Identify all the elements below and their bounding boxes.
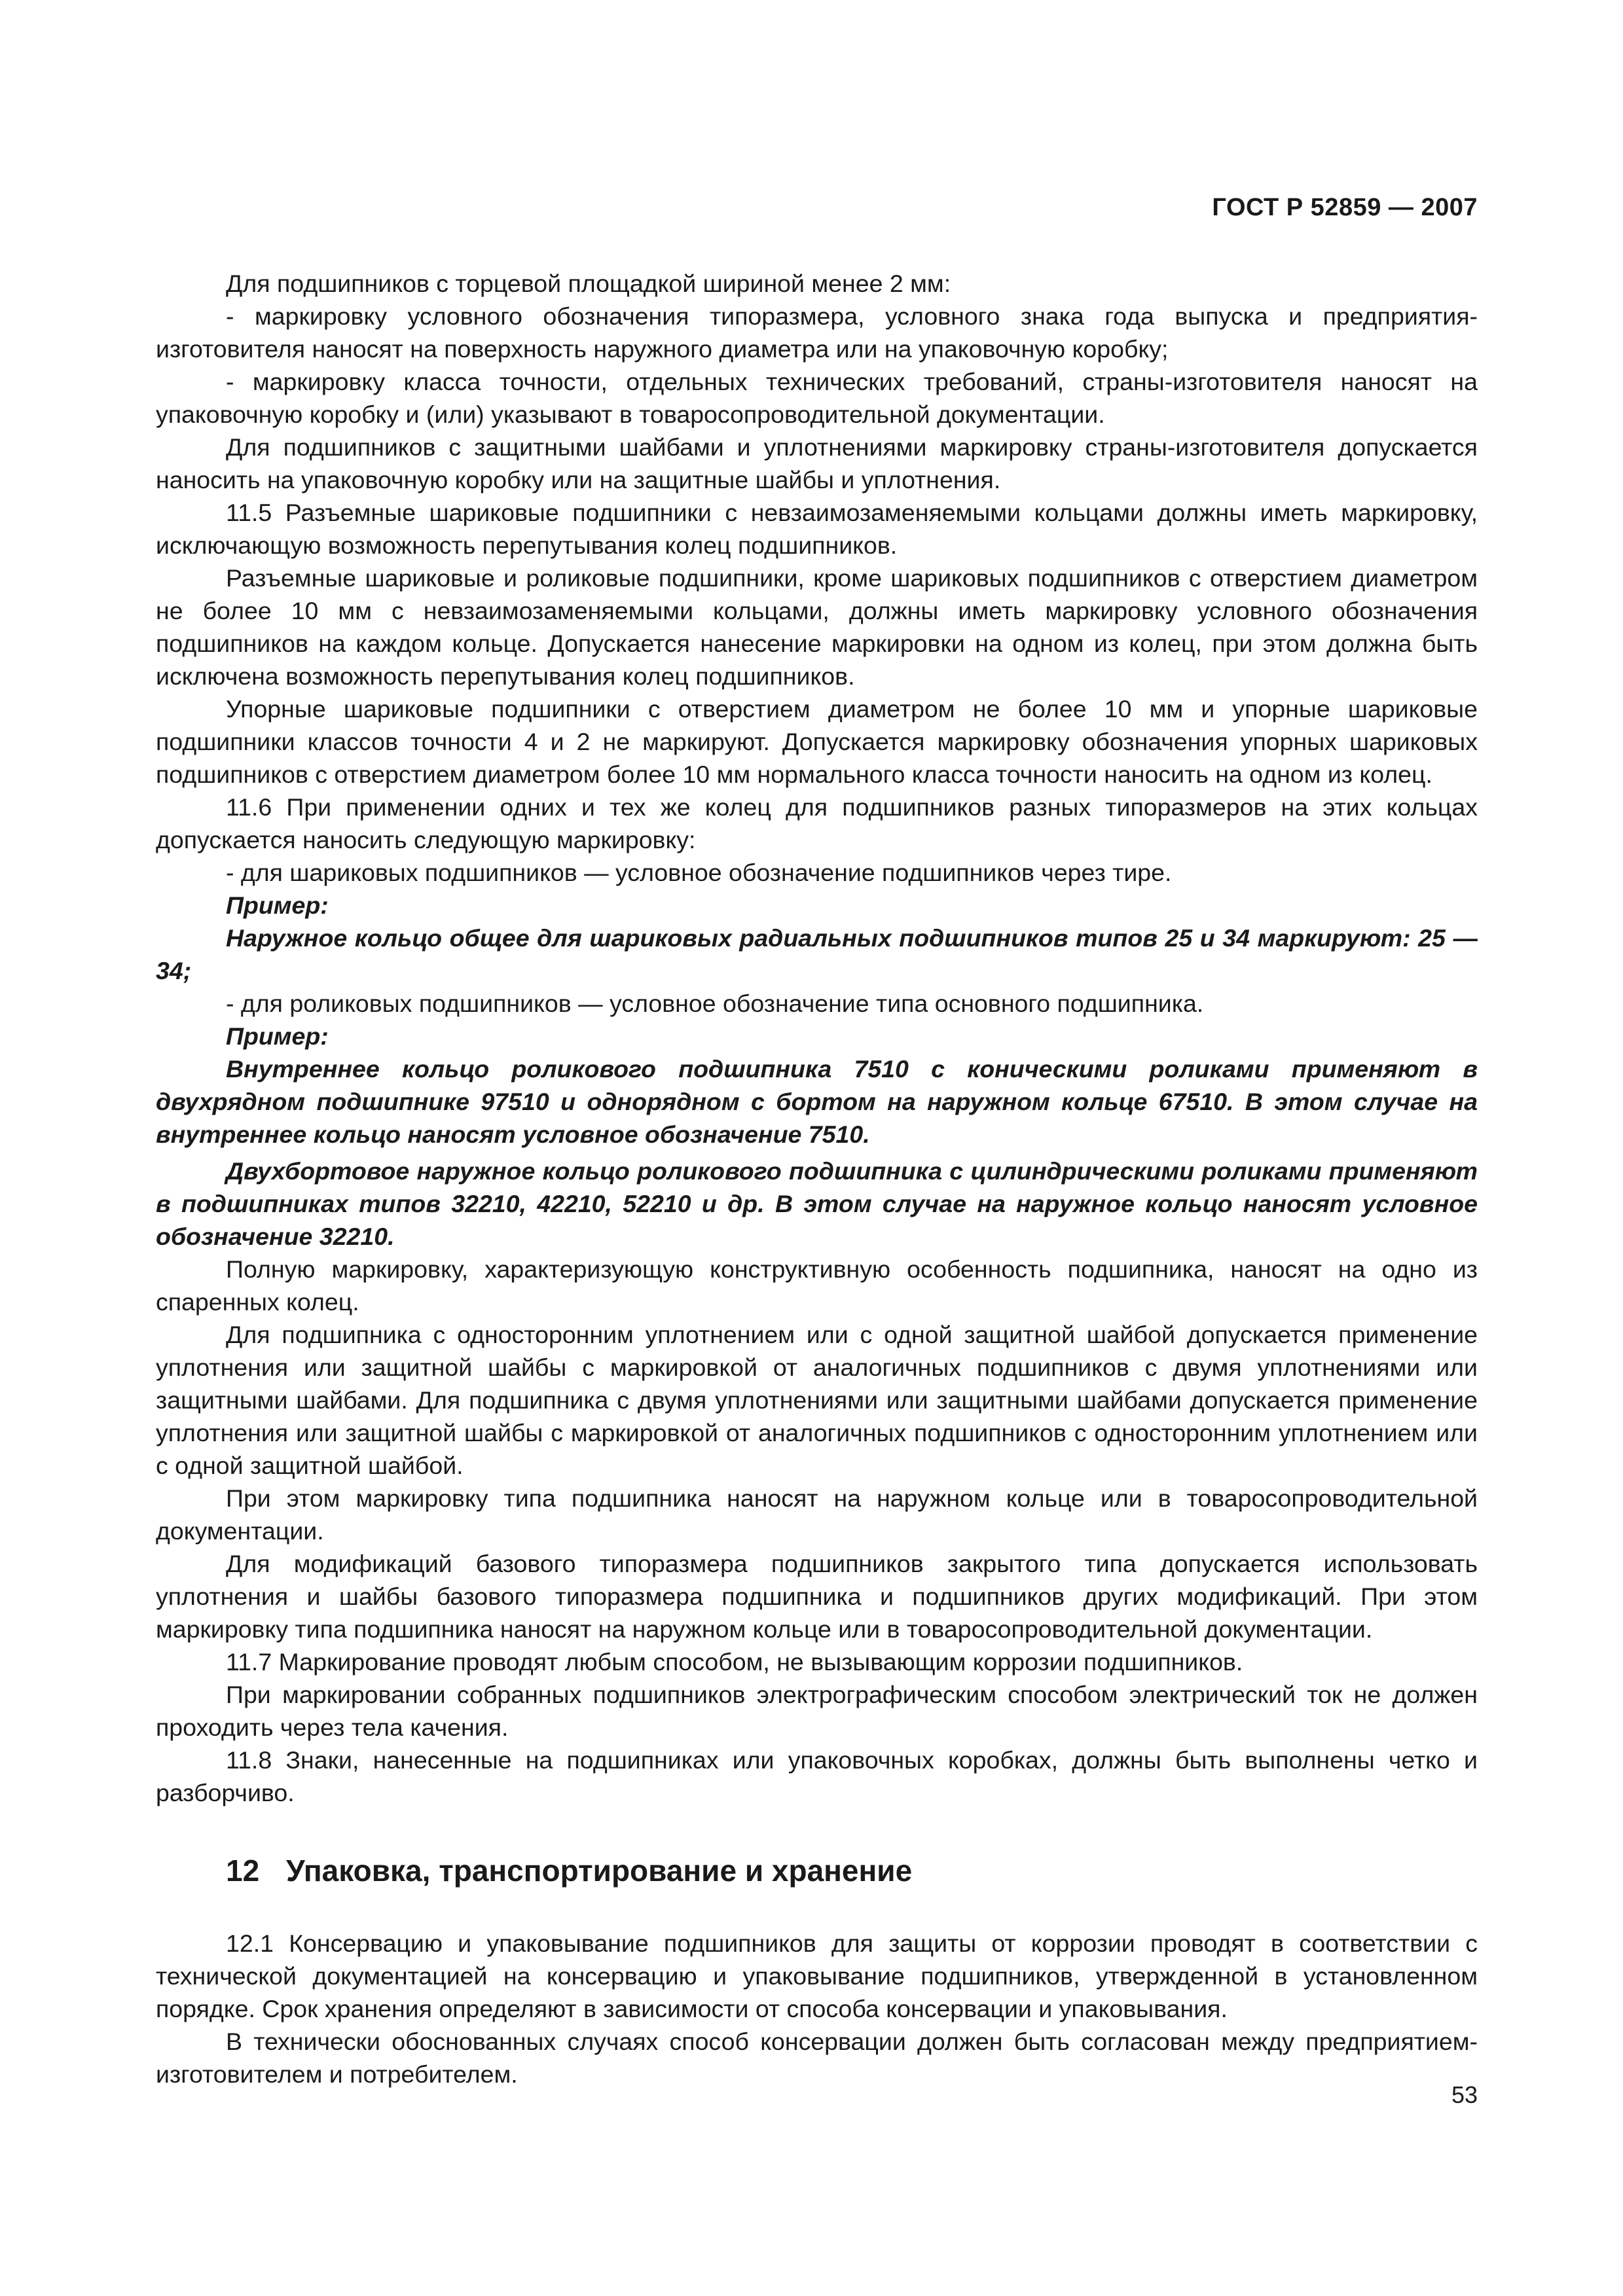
paragraph: При этом маркировку типа подшипника наносят на наружном кольце или в товаросопроводительной документации. [156, 1484, 1478, 1545]
paragraph: Разъемные шариковые и роликовые подшипники, кроме шариковых подшипников с отверстием диаметром не более 10 мм с невзаимозаменяемыми кольцами, должны иметь маркировку условного обозначения подшипников на каждом кольце. Допускается нанесение маркировки на одном из колец, при этом должна быть исключена возможность перепутывания колец подшипников. [156, 564, 1478, 690]
section-heading [156, 1852, 1478, 1889]
paragraph: 11.7 Маркирование проводят любым способом, не вызывающим коррозии подшипников. [226, 1648, 1243, 1676]
section-title: Упаковка, транспортирование и хранение [286, 1854, 913, 1888]
document-body [156, 267, 1478, 2090]
section-number: 12 [226, 1854, 260, 1888]
paragraph: - для роликовых подшипников — условное обозначение типа основного подшипника. [226, 990, 1204, 1017]
paragraph: Упорные шариковые подшипники с отверстием диаметром не более 10 мм и упорные шариковые подшипники классов точности 4 и 2 не маркируют. Допускается маркировку обозначения упорных шариковых подшипников с отверстием диаметром более 10 мм нормального класса точности наносить на одном из колец. [156, 695, 1478, 788]
document-header: ГОСТ Р 52859 — 2007 [1212, 194, 1478, 221]
paragraph: В технически обоснованных случаях способ консервации должен быть согласован между предприятием-изготовителем и потребителем. [156, 2028, 1478, 2088]
example-text: Внутреннее кольцо роликового подшипника 7510 с коническими роликами применяют в двухрядном подшипнике 97510 и однорядном с бортом на наружном кольце 67510. В этом случае на внутреннее кольцо наносят условное обозначение 7510. [156, 1055, 1478, 1148]
paragraph: Полную маркировку, характеризующую конструктивную особенность подшипника, наносят на одно из спаренных колец. [156, 1255, 1478, 1316]
paragraph: 12.1 Консервацию и упаковывание подшипников для защиты от коррозии проводят в соответствии с технической документацией на консервацию и упаковывание подшипников, утвержденной в установленном порядке. Срок хранения определяют в зависимости от способа консервации и упаковывания. [156, 1929, 1478, 2022]
paragraph: Для подшипников с защитными шайбами и уплотнениями маркировку страны-изготовителя допускается наносить на упаковочную коробку или на защитные шайбы и уплотнения. [156, 433, 1478, 493]
paragraph: Для подшипника с односторонним уплотнением или с одной защитной шайбой допускается применение уплотнения или защитной шайбы с маркировкой от аналогичных подшипников с двумя уплотнениями или защитными шайбами. Для подшипника с двумя уплотнениями или защитными шайбами допускается применение уплотнения или защитной шайбы с маркировкой от аналогичных подшипников с односторонним уплотнением или с одной защитной шайбой. [156, 1321, 1478, 1479]
paragraph: 11.5 Разъемные шариковые подшипники с невзаимозаменяемыми кольцами должны иметь маркировку, исключающую возможность перепутывания колец подшипников. [156, 499, 1478, 559]
page-number: 53 [1451, 2081, 1478, 2108]
paragraph: - маркировку класса точности, отдельных технических требований, страны-изготовителя наносят на упаковочную коробку и (или) указывают в товаросопроводительной документации. [156, 368, 1478, 428]
paragraph: Для подшипников с торцевой площадкой шириной менее 2 мм: [226, 270, 951, 297]
paragraph: - для шариковых подшипников — условное обозначение подшипников через тире. [226, 859, 1172, 886]
paragraph: - маркировку условного обозначения типоразмера, условного знака года выпуска и предприятия-изготовителя наносят на поверхность наружного диаметра или на упаковочную коробку; [156, 302, 1478, 363]
paragraph: Для модификаций базового типоразмера подшипников закрытого типа допускается использовать уплотнения и шайбы базового типоразмера подшипника и подшипников других модификаций. При этом маркировку типа подшипника наносят на наружном кольце или в товаросопроводительной документации. [156, 1550, 1478, 1643]
paragraph: 11.6 При применении одних и тех же колец для подшипников разных типоразмеров на этих кольцах допускается наносить следующую маркировку: [156, 793, 1478, 853]
paragraph: 11.8 Знаки, нанесенные на подшипниках или упаковочных коробках, должны быть выполнены четко и разборчиво. [156, 1746, 1478, 1806]
paragraph: При маркировании собранных подшипников электрографическим способом электрический ток не должен проходить через тела качения. [156, 1681, 1478, 1741]
example-text: Двухбортовое наружное кольцо роликового подшипника с цилиндрическими роликами применяют в подшипниках типов 32210, 42210, 52210 и др. В этом случае на наружное кольцо наносят условное обозначение 32210. [156, 1157, 1478, 1250]
example-text: Наружное кольцо общее для шариковых радиальных подшипников типов 25 и 34 маркируют: 25 — 34; [156, 924, 1478, 984]
example-label: Пример: [226, 891, 329, 919]
example-label: Пример: [226, 1022, 329, 1050]
